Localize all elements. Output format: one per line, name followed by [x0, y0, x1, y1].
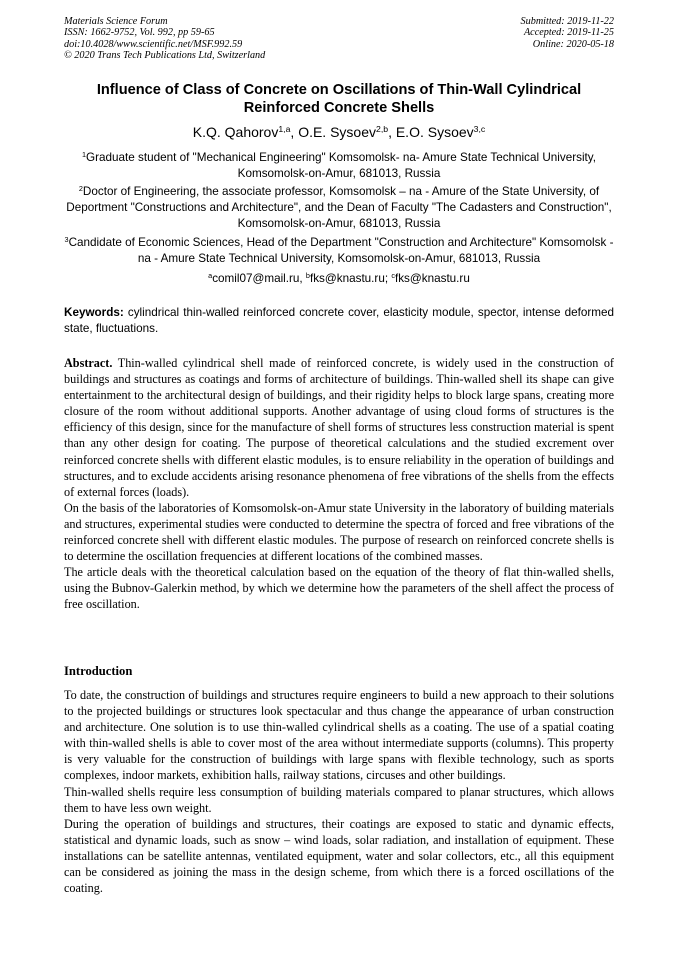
submitted-date: Submitted: 2019-11-22 — [520, 16, 614, 27]
intro-paragraph: Thin-walled shells require less consumption of building materials compared to planar structures, which allows them to have less own weight. — [64, 784, 614, 815]
section-heading-introduction: Introduction — [64, 664, 133, 678]
email-list — [64, 271, 614, 287]
issn: ISSN: 1662-9752, Vol. 992, pp 59-65 — [64, 27, 215, 39]
paper-title: Influence of Class of Concrete on Oscillations of Thin-Wall Cylindrical Reinforced Concrete Shells — [96, 82, 582, 116]
intro-paragraph: During the operation of buildings and structures, their coatings are exposed to static and dynamic effects, statistical and dynamic loads, such as snow – wind loads, solar radiation, and installation of equipment. These installations can be satellite antennas, ventilated equipment, water and solar collectors, etc., all this equipment can be considered as joining the mass in the design scheme, from which there is a forced oscillations of the coating. — [64, 816, 614, 896]
intro-paragraph: To date, the construction of buildings and structures require engineers to build a new approach to their solutions to the projected buildings or structures look spectacular and thus change the appearance of urban construction and architecture. One solution is to use thin-walled cylindrical shells as a coating. The use of a spatial coating with thin-walled shells is able to cover most of the area without intermediate supports (columns). This property is very valuable for the construction of buildings with large spans with flexible technology, such as sports complexes, indoor markets, exhibition halls, railway stations, circuses and other buildings. — [64, 688, 614, 783]
author: K.Q. Qahorov$^{1,a}$ — [192, 124, 291, 140]
abstract-paragraph: On the basis of the laboratories of Komsomolsk-on-Amur state University in the laboratory of building materials and structures, experimental studies were conducted to determine the spectra of forced and free vibrations of the reinforced concrete shell with different elastic modules. The purpose of research on reinforced concrete shells is to determine the oscillation frequencies at different locations of the combined masses. — [64, 500, 615, 564]
abstract-label: Abstract. — [64, 356, 113, 370]
accepted-date: Accepted: 2019-11-25 — [523, 27, 614, 39]
affiliation-2: $^2$Doctor of Engineering, the associate professor, Komsomolsk – na - Amure of the State University, of Deportment "Constructions and Architecture", and the Dean of Faculty "The Cadasters and Construction", Komsomolsk-on-Amur, 681013, Russia — [66, 184, 612, 230]
keywords-label: Keywords: — [64, 306, 124, 319]
dates-info — [521, 16, 614, 61]
journal-name: Materials Science Forum — [64, 16, 168, 27]
introduction-section — [64, 687, 614, 896]
email[interactable]: $^b$fks@knastu.ru; — [305, 271, 392, 285]
abstract-paragraph: Abstract. Thin-walled cylindrical shell made of reinforced concrete, is widely used in the construction of buildings and structures as coatings and forms of architecture of buildings. Thin-walled shell its shape can give entertainment to the architectural design of buildings, and their rigidity helps to block large spans, creating more closure of the room without additional supports. Another advantage of using cloud forms of structures is the efficiency of this design, since for the manufacture of shell forms of structures less construction material is spent than any other design for coating. The purpose of theoretical calculations and the studied excrement over reinforced concrete shells with different elastic modules, is to ensure reliability in the operation of buildings and structures, and to exclude accidents arising resonance phenomena of free vibrations of the shells from the effects of external forces (loads). — [64, 356, 614, 499]
keywords — [64, 305, 614, 337]
keywords-text: cylindrical thin-walled reinforced concrete cover, elasticity module, spector, intense deformed state, fluctuations. — [64, 306, 614, 335]
author: E.O. Sysoev$^{3,c}$ — [395, 124, 486, 140]
email[interactable]: $^c$fks@knastu.ru — [391, 271, 470, 285]
doi: doi:10.4028/www.scientific.net/MSF.992.59 — [64, 38, 243, 50]
copyright: © 2020 Trans Tech Publications Ltd, Switzerland — [64, 49, 266, 61]
journal-info — [64, 16, 265, 61]
publication-header — [64, 16, 614, 61]
email[interactable]: $^a$comil07@mail.ru, — [208, 271, 306, 285]
affiliation-3: $^3$Candidate of Economic Sciences, Head of the Department "Construction and Architecture" Komsomolsk -na - Amure State Technical University, Komsomolsk-on-Amur, 681013, Russia — [64, 235, 614, 265]
abstract-section — [64, 355, 614, 613]
author: O.E. Sysoev$^{2,b}$ — [298, 124, 389, 140]
author-list: K.Q. Qahorov$^{1,a}$, O.E. Sysoev$^{2,b}$, E.O. Sysoev$^{3,c}$ — [192, 124, 486, 140]
affiliation-1: $^1$Graduate student of "Mechanical Engineering" Komsomolsk- na- Amure State Technical University, Komsomolsk-on-Amur, 681013, Russia — [81, 150, 597, 180]
abstract-paragraph: The article deals with the theoretical calculation based on the equation of the theory of flat thin-walled shells, using the Bubnov-Galerkin method, by which we determine how the parameters of the shell affect the process of free oscillation. — [64, 565, 614, 612]
online-date: Online: 2020-05-18 — [532, 38, 614, 50]
